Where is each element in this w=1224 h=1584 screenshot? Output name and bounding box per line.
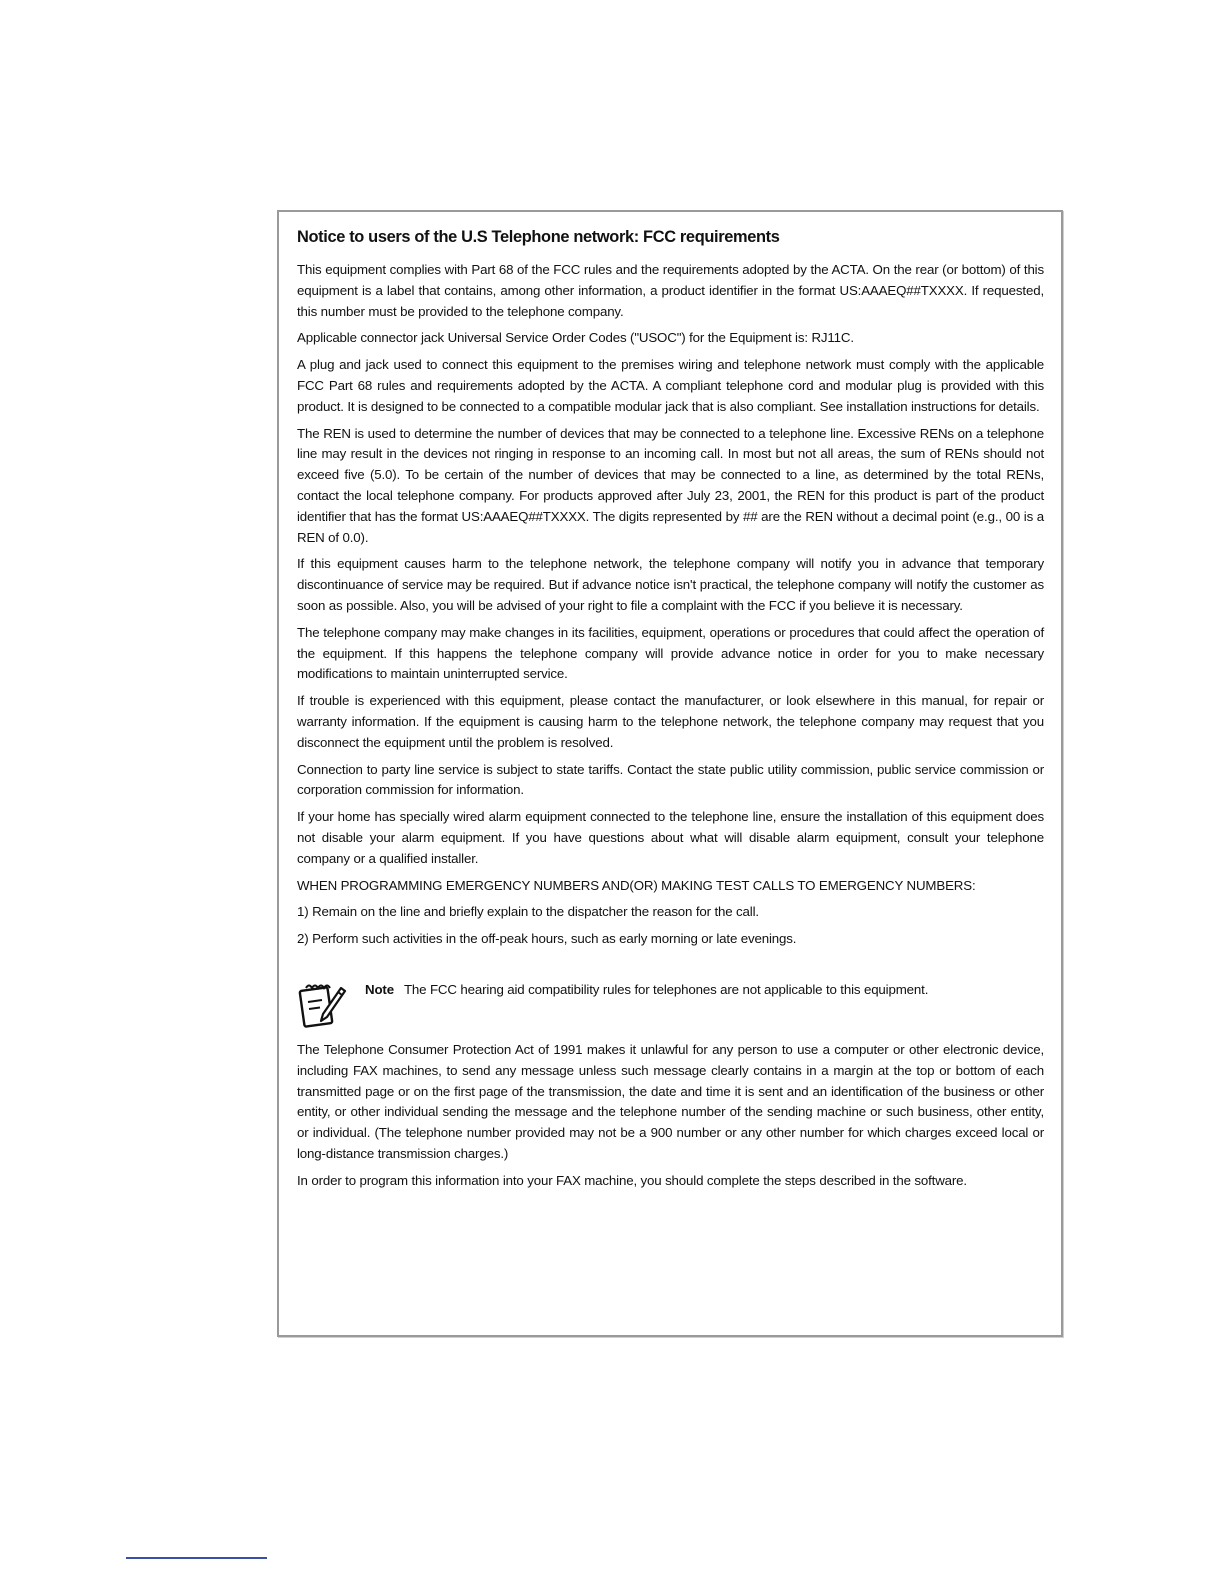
paragraph-tcpa-1991: The Telephone Consumer Protection Act of 1991 makes it unlawful for any person to use a computer or other electronic device, including FAX machines, to send any message unless such message clearly contains in a margin at the top or bottom of each transmitted page or on the first page of the transmission, the date and time it is sent and an identification of the business or other entity, or other individual sending the message and the telephone number of the sending machine or such business, other entity, or individual. (The telephone number provided may not be a 900 number or any other number for which charges exceed local or long-distance transmission charges.) (297, 1041, 1044, 1161)
note-block (297, 980, 1044, 1030)
paragraph-ren: The REN is used to determine the number of devices that may be connected to a telephone line. Excessive RENs on a telephone line may result in the devices not ringing in response to an incoming call. In most but not all areas, the sum of RENs should not exceed five (5.0). To be certain of the number of devices that may be connected to a line, as determined by the total RENs, contact the local telephone company. For products approved after July 23, 2001, the REN for this product is part of the product identifier that has the format US:AAAEQ##TXXXX. The digits represented by ## are the REN without a decimal point (e.g., 00 is a REN of 0.0). (297, 425, 1044, 545)
paragraph-network-harm: If this equipment causes harm to the telephone network, the telephone company will notify you in advance that temporary discontinuance of service may be required. But if advance notice isn't practical, the telephone company will notify the customer as soon as possible. Also, you will be advised of your right to file a complaint with the FCC if you believe it is necessary. (297, 556, 1044, 613)
paragraph-emergency-step-1: 1) Remain on the line and briefly explain to the dispatcher the reason for the call. (297, 904, 759, 920)
footer-rule (126, 1557, 267, 1559)
paragraph-emergency-heading: WHEN PROGRAMMING EMERGENCY NUMBERS AND(OR) MAKING TEST CALLS TO EMERGENCY NUMBERS: (297, 877, 976, 893)
paragraph-usoc-codes: Applicable connector jack Universal Service Order Codes ("USOC") for the Equipment is: RJ11C. (297, 330, 854, 346)
paragraph-part68-compliance: This equipment complies with Part 68 of the FCC rules and the requirements adopted by the ACTA. On the rear (or bottom) of this equipment is a label that contains, among other information, a product identifier in the format US:AAAEQ##TXXXX. If requested, this number must be provided to the telephone company. (297, 262, 1044, 319)
paragraph-facility-changes: The telephone company may make changes in its facilities, equipment, operations or procedures that could affect the operation of the equipment. If this happens the telephone company will provide advance notice in order for you to make necessary modifications to maintain uninterrupted service. (297, 624, 1044, 682)
paragraph-trouble: If trouble is experienced with this equipment, please contact the manufacturer, or look elsewhere in this manual, for repair or warranty information. If the equipment is causing harm to the telephone network, the telephone company may request that you disconnect the equipment until the problem is resolved. (297, 693, 1044, 750)
paragraph-alarm-equipment: If your home has specially wired alarm equipment connected to the telephone line, ensure the installation of this equipment does not disable your alarm equipment. If you have questions about what will disable alarm equipment, consult your telephone company or a qualified installer. (297, 809, 1044, 866)
fcc-notice-box (277, 210, 1063, 1337)
note-label: Note (365, 981, 394, 997)
note-body: The FCC hearing aid compatibility rules for telephones are not applicable to this equipment. (403, 981, 929, 997)
paragraph-party-line: Connection to party line service is subject to state tariffs. Contact the state public utility commission, public service commission or corporation commission for information. (297, 761, 1044, 798)
note-text (365, 980, 1044, 1001)
paragraph-fax-programming: In order to program this information into your FAX machine, you should complete the steps described in the software. (297, 1172, 967, 1188)
paragraph-plug-and-jack: A plug and jack used to connect this equipment to the premises wiring and telephone network must comply with the applicable FCC Part 68 rules and requirements adopted by the ACTA. A compliant telephone cord and modular plug is provided with this product. It is designed to be connected to a compatible modular jack that is also compliant. See installation instructions for details. (297, 357, 1044, 414)
notice-title: Notice to users of the U.S Telephone network: FCC requirements (297, 228, 780, 246)
note-pencil-icon (297, 980, 349, 1030)
paragraph-emergency-step-2: 2) Perform such activities in the off-peak hours, such as early morning or late evenings. (297, 931, 797, 947)
